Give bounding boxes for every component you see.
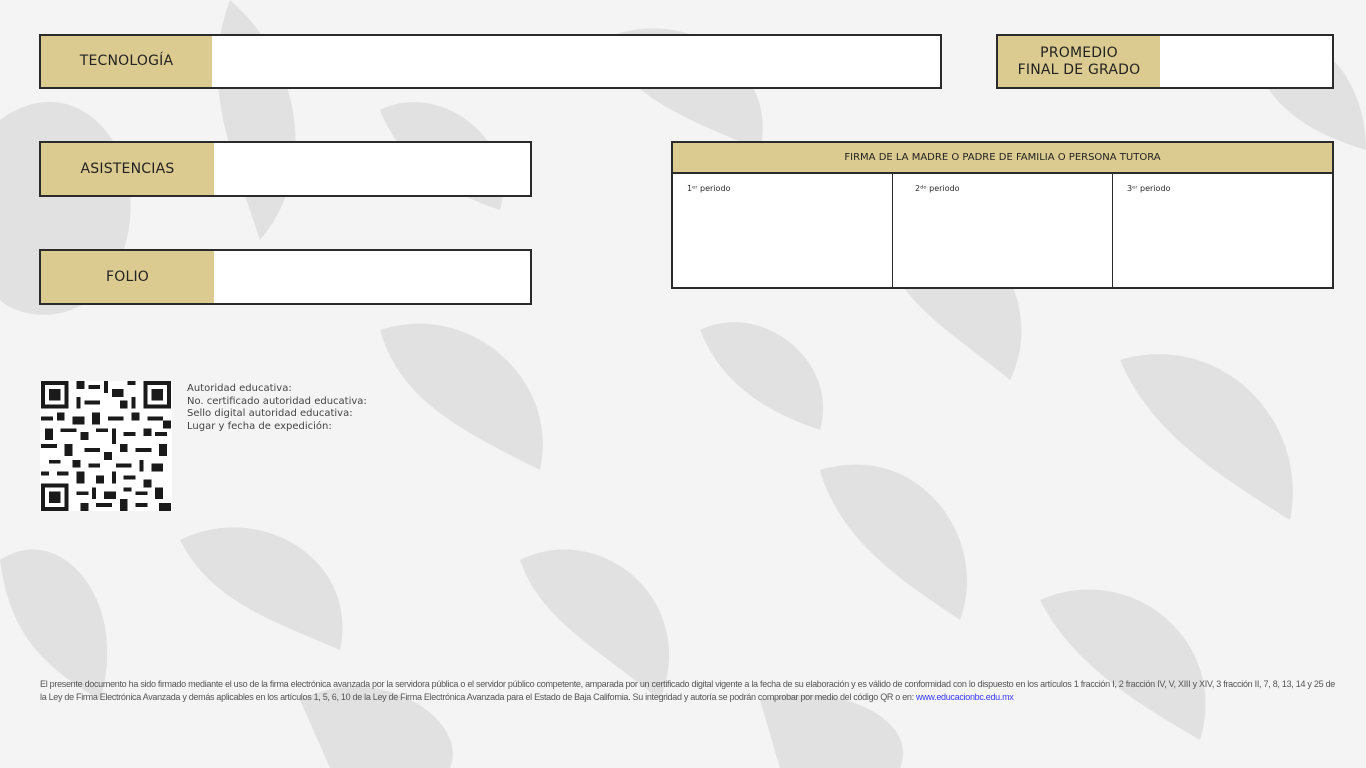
- promedio-label: [998, 36, 1160, 87]
- tecnologia-label: TECNOLOGÍA: [41, 36, 212, 87]
- certificate-line: No. certificado autoridad educativa:: [187, 395, 367, 407]
- legal-notice: [40, 678, 1335, 704]
- promedio-label-line1: PROMEDIO: [1040, 44, 1118, 61]
- signature-period-2: [893, 174, 1113, 289]
- signature-period-3: [1113, 174, 1332, 289]
- promedio-value: [1160, 36, 1332, 87]
- place-date-line: Lugar y fecha de expedición:: [187, 420, 332, 432]
- promedio-field: [996, 34, 1334, 89]
- tecnologia-value: [212, 36, 940, 87]
- legal-text: El presente documento ha sido firmado mediante el uso de la firma electrónica avanzada por la servidora pública o el servidor público competente, amparada por un certificado digital vigente a la fecha de su elaboración y es válido de conformidad con lo dispuesto en los artículos 1 fracción I, 2 fracción IV, V, XIII y XIV, 3 fracción II, 7, 8, 13, 14 y 25 de la Ley de Firma Electrónica Avanzada y demás aplicables en los artículos 1, 5, 6, 10 de la Ley de Firma Electrónica Avanzada para el Estado de Baja California. Su integridad y autoría se podrán comprobar por medio del código QR o en:: [40, 679, 1335, 702]
- period-1-label: 1ᵉʳ periodo: [687, 184, 731, 193]
- asistencias-value: [214, 143, 530, 195]
- authority-info: [187, 383, 367, 433]
- asistencias-label: ASISTENCIAS: [41, 143, 214, 195]
- tecnologia-field: [39, 34, 942, 89]
- period-2-label: 2ᵈᵒ periodo: [915, 184, 960, 193]
- authority-line: Autoridad educativa:: [187, 383, 292, 394]
- folio-field: [39, 249, 532, 305]
- website-link[interactable]: www.educacionbc.edu.mx: [916, 692, 1014, 702]
- folio-value: [214, 251, 530, 303]
- folio-label: FOLIO: [41, 251, 214, 303]
- signature-period-1: [673, 174, 893, 289]
- digital-seal-line: Sello digital autoridad educativa:: [187, 408, 353, 419]
- promedio-label-line2: FINAL DE GRADO: [1017, 61, 1141, 78]
- qr-code: [40, 381, 172, 511]
- period-3-label: 3ᵉʳ periodo: [1127, 184, 1171, 193]
- signature-header: FIRMA DE LA MADRE O PADRE DE FAMILIA O PERSONA TUTORA: [673, 143, 1332, 174]
- signature-table: [671, 141, 1334, 289]
- asistencias-field: [39, 141, 532, 197]
